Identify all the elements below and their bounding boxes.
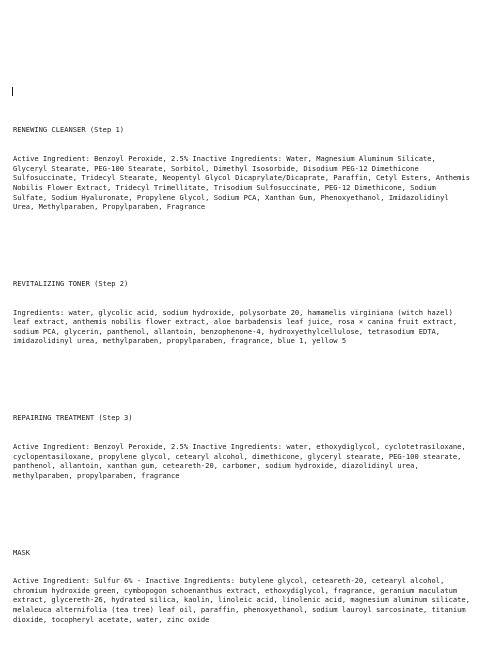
- section-title: REPAIRING TREATMENT (Step 3): [13, 413, 133, 423]
- section-mask: [13, 528, 475, 643]
- section-revitalizing-toner: [13, 260, 471, 366]
- section-repairing-treatment: [13, 394, 471, 500]
- section-body: Ingredients: water, glycolic acid, sodium hydroxide, polysorbate 20, hamamelis virginiana (witch hazel) leaf extract, anthemis nobilis flower extract, aloe barbadensis leaf juice, rosa × canina fruit extract, sodium PCA, glycerin, panthenol, allantoin, benzophenone-4, hydroxyethylcellulose, tetrasodium EDTA, imidazolidinyl urea, methylparaben, propylparaben, fragrance, blue 1, yellow 5: [13, 307, 462, 346]
- section-body: Active Ingredient: Sulfur 6% - Inactive Ingredients: butylene glycol, ceteareth-20, cetearyl alcohol, chromium hydroxide green, cymbopogon schoenanthus extract, ethoxydiglycol, fragrance, geranium maculatum extract, glycereth-26, hydrated silica, kaolin, linoleic acid, linolenic acid, magnesium aluminum silicate, melaleuca alternifolia (tea tree) leaf oil, paraffin, phenoxyethanol, sodium lauroyl sarcosinate, titanium dioxide, tocopheryl acetate, water, zinc oxide: [13, 576, 475, 624]
- section-renewing-cleanser: [13, 106, 475, 231]
- ingredients-document: [13, 87, 475, 663]
- section-body: Active Ingredient: Benzoyl Peroxide, 2.5% Inactive Ingredients: water, ethoxydiglycol, cyclotetrasiloxane, cyclopentasiloxane, propylene glycol, cetearyl alcohol, dimethicone, glyceryl stearate, PEG-100 stearate, panthenol, allantoin, xanthan gum, ceteareth-20, carbomer, sodium hydroxide, diazolidinyl urea, methylparaben, propylparaben, fragrance: [13, 441, 470, 480]
- section-title: MASK: [13, 547, 31, 557]
- section-body: Active Ingredient: Benzoyl Peroxide, 2.5% Inactive Ingredients: Water, Magnesium Aluminum Silicate, Glyceryl Stearate, PEG-100 Stearate, Sorbitol, Dimethyl Isosorbide, Disodium PEG-12 Dimethicone Sulfosuccinate, Tridecyl Stearate, Neopentyl Glycol Dicaprylate/Dicaprate, Paraffin, Cetyl Esters, Anthemis Nobilis Flower Extract, Tridecyl Trimellitate, Trisodium Sulfosuccinate, PEG-12 Dimethicone, Sodium Sulfate, Sodium Hyaluronate, Propylene Glycol, Sodium PCA, Xanthan Gum, Phenoxyethanol, Imidazolidinyl Urea, Methylparaben, Propylparaben, Fragrance: [13, 154, 475, 212]
- section-title: RENEWING CLEANSER (Step 1): [13, 125, 125, 135]
- section-title: REVITALIZING TONER (Step 2): [13, 278, 129, 288]
